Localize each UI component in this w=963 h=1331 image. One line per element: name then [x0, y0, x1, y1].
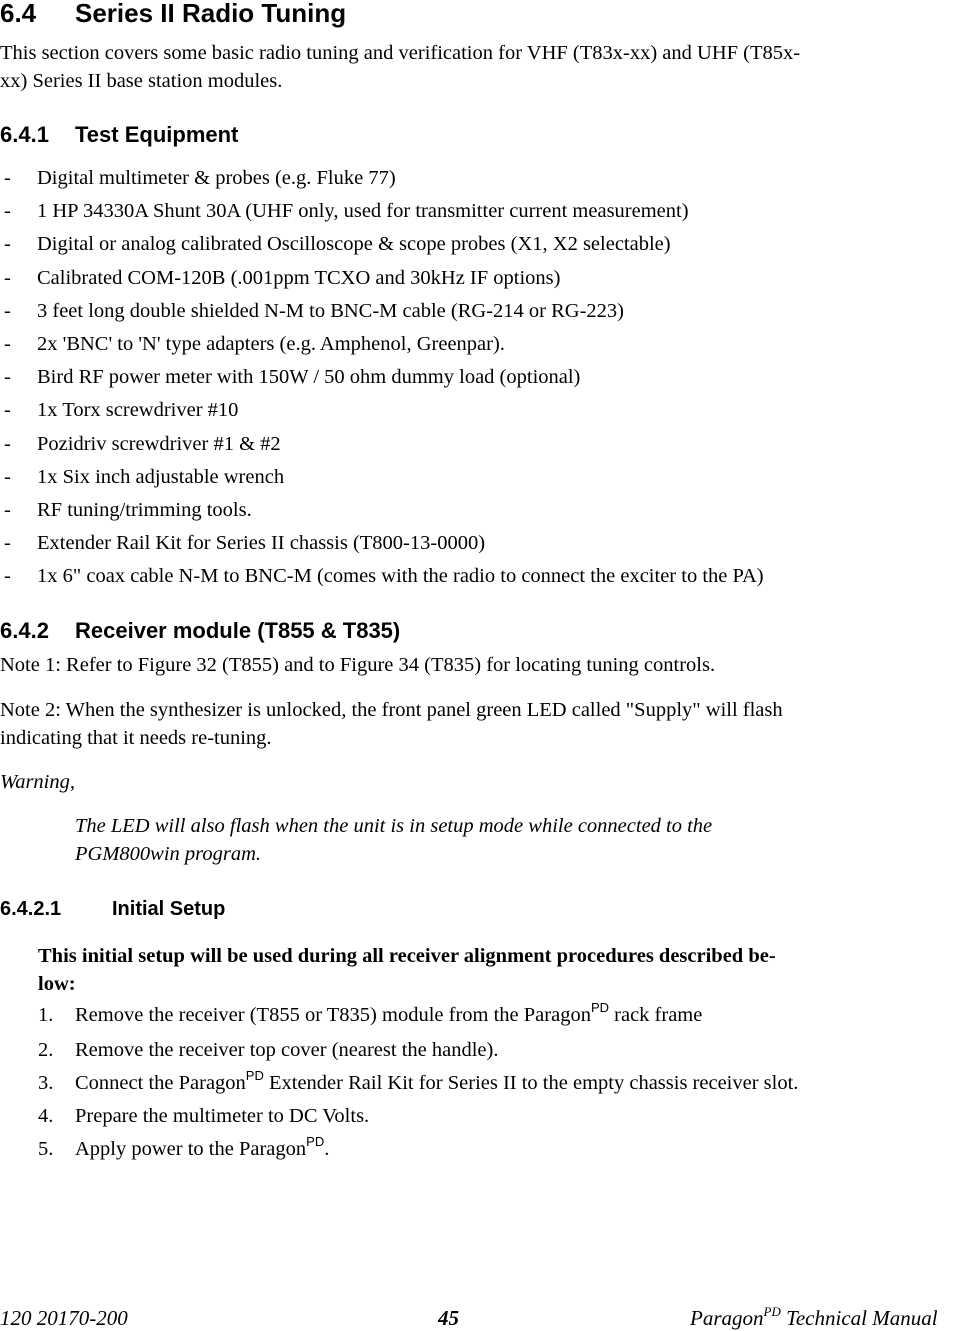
step-text-before: Connect the Paragon: [75, 1072, 246, 1094]
equipment-list-item: [0, 366, 940, 394]
note-1: Note 1: Refer to Figure 32 (T855) and to Figure 34 (T835) for locating tuning controls.: [0, 654, 716, 676]
equipment-list-item: [0, 233, 940, 261]
note-2-line-2: indicating that it needs re-tuning.: [0, 727, 272, 749]
warning-label: Warning,: [0, 771, 75, 793]
equipment-item-text: 1x 6" coax cable N-M to BNC-M (comes with the radio to connect the exciter to the PA): [37, 565, 764, 588]
equipment-item-text: 1x Six inch adjustable wrench: [37, 465, 285, 488]
footer-doc-number: 120 20170-200: [0, 1306, 128, 1330]
setup-step: [0, 1134, 940, 1166]
equipment-list-item: [0, 399, 940, 427]
warning-line-1: The LED will also flash when the unit is in setup mode while connected to the: [75, 815, 713, 837]
step-text: Remove the receiver top cover (nearest the handle).: [75, 1039, 499, 1061]
list-bullet: -: [4, 499, 11, 521]
equipment-list-item: [0, 433, 940, 461]
initial-setup-title: Initial Setup: [112, 898, 226, 920]
equipment-list-item: [0, 466, 940, 494]
setup-step: [0, 1105, 940, 1133]
setup-step: [0, 1039, 940, 1067]
list-bullet: -: [4, 399, 11, 422]
test-equipment-title: Test Equipment: [75, 122, 239, 147]
paragon-superscript: PD: [306, 1134, 325, 1149]
equipment-item-text: 1x Torx screwdriver #10: [37, 399, 239, 422]
equipment-item-text: Digital or analog calibrated Oscilloscope & scope probes (X1, X2 selectable): [37, 233, 671, 256]
list-bullet: -: [4, 299, 11, 322]
footer-brand: Paragon: [690, 1306, 764, 1330]
step-text-after: rack frame: [609, 1004, 703, 1026]
test-equipment-heading: [0, 122, 238, 148]
initial-setup-lead-line-1: This initial setup will be used during all receiver alignment procedures described be-: [38, 945, 776, 967]
receiver-number: 6.4.2: [0, 618, 49, 643]
step-text-before: Remove the receiver (T855 or T835) module from the Paragon: [75, 1004, 591, 1026]
equipment-item-text: Extender Rail Kit for Series II chassis (T800-13-0000): [37, 532, 486, 555]
equipment-list-item: [0, 499, 940, 527]
warning-line-2: PGM800win program.: [75, 843, 262, 865]
test-equipment-number: 6.4.1: [0, 122, 49, 147]
list-bullet: -: [4, 233, 11, 256]
footer-brand-superscript: PD: [763, 1304, 781, 1319]
step-text: Prepare the multimeter to DC Volts.: [75, 1105, 370, 1127]
paragon-superscript: PD: [590, 1000, 610, 1015]
equipment-list-item: [0, 532, 940, 560]
initial-setup-lead-line-2: low:: [38, 973, 76, 995]
footer-manual-title: [690, 1306, 938, 1331]
equipment-item-text: 1 HP 34330A Shunt 30A (UHF only, used for transmitter current measurement): [37, 200, 689, 223]
equipment-list-item: [0, 300, 940, 328]
equipment-list-item: [0, 565, 940, 593]
list-bullet: -: [4, 432, 11, 455]
list-bullet: -: [4, 465, 11, 488]
initial-setup-number: 6.4.2.1: [0, 898, 62, 920]
list-bullet: -: [4, 333, 11, 355]
list-bullet: -: [4, 532, 11, 555]
receiver-heading: [0, 618, 400, 644]
setup-step: [0, 1000, 940, 1032]
equipment-item-text: Calibrated COM-120B (.001ppm TCXO and 30kHz IF options): [37, 266, 561, 289]
equipment-list-item: [0, 200, 940, 228]
footer-page-number: 45: [438, 1306, 459, 1330]
equipment-item-text: 3 feet long double shielded N-M to BNC-M cable (RG-214 or RG-223): [37, 299, 624, 322]
equipment-list-item: [0, 333, 940, 361]
step-text-after: .: [324, 1138, 330, 1160]
initial-setup-heading: [0, 898, 225, 921]
step-text: [75, 1068, 799, 1095]
step-text-after: Extender Rail Kit for Series II to the empty chassis receiver slot.: [263, 1072, 799, 1094]
equipment-item-text: 2x 'BNC' to 'N' type adapters (e.g. Amphenol, Greenpar).: [37, 333, 505, 355]
section-title: Series II Radio Tuning: [75, 0, 347, 28]
equipment-item-text: RF tuning/trimming tools.: [37, 499, 252, 521]
section-number: 6.4: [0, 0, 37, 28]
step-number: 1.: [38, 1004, 54, 1026]
section-heading: [0, 0, 346, 29]
equipment-item-text: Pozidriv screwdriver #1 & #2: [37, 432, 281, 455]
footer-manual: Technical Manual: [780, 1306, 938, 1330]
equipment-list-item: [0, 267, 940, 295]
paragon-superscript: PD: [245, 1068, 264, 1083]
step-text: [75, 1000, 703, 1027]
step-number: 5.: [38, 1138, 54, 1160]
equipment-item-text: Bird RF power meter with 150W / 50 ohm dummy load (optional): [37, 366, 581, 389]
list-bullet: -: [4, 200, 11, 223]
step-number: 4.: [38, 1105, 54, 1127]
intro-line-1: This section covers some basic radio tuning and verification for VHF (T83x-xx) and UHF (T85x-: [0, 42, 801, 64]
receiver-title: Receiver module (T855 & T835): [75, 618, 401, 643]
note-2-line-1: Note 2: When the synthesizer is unlocked, the front panel green LED called "Supply" will flash: [0, 699, 783, 721]
equipment-item-text: Digital multimeter & probes (e.g. Fluke 77): [37, 167, 396, 189]
list-bullet: -: [4, 167, 11, 189]
list-bullet: -: [4, 565, 11, 588]
step-text-before: Apply power to the Paragon: [75, 1138, 307, 1160]
step-text: [75, 1134, 330, 1161]
step-number: 2.: [38, 1039, 54, 1061]
setup-step: [0, 1068, 940, 1100]
intro-line-2: xx) Series II base station modules.: [0, 70, 283, 92]
list-bullet: -: [4, 366, 11, 389]
list-bullet: -: [4, 266, 11, 289]
equipment-list-item: [0, 167, 940, 195]
step-number: 3.: [38, 1072, 54, 1094]
